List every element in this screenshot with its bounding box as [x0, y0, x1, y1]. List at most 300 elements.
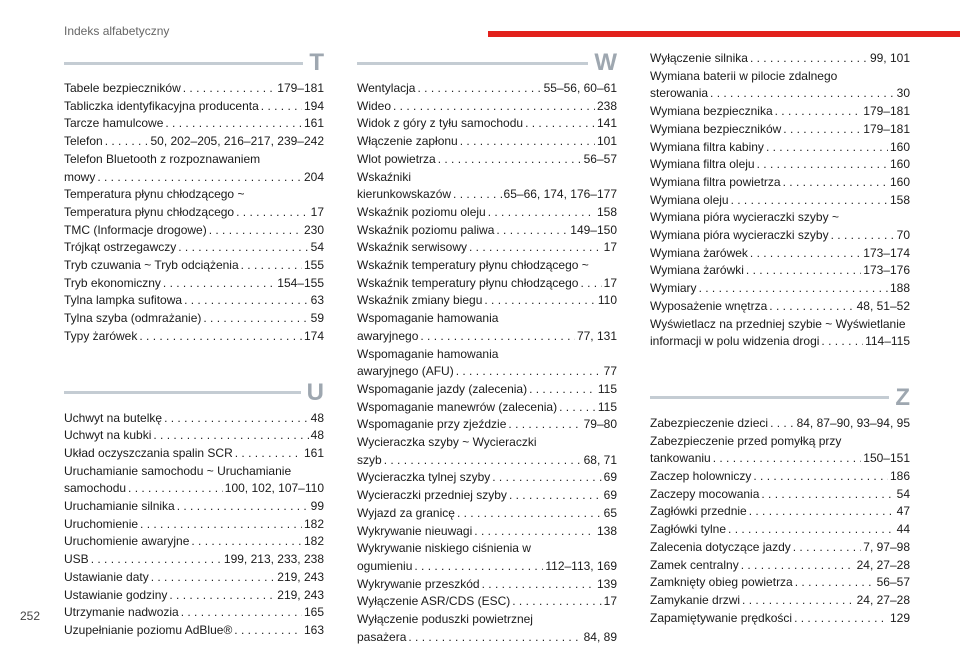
index-entry-pages: 114–115: [865, 334, 910, 349]
index-entry-line: [650, 298, 910, 316]
index-entry-text: Tabele bezpieczników: [64, 81, 181, 95]
index-entry-text: Wykrywanie nieuwagi: [357, 523, 473, 538]
index-entry: [650, 415, 910, 433]
index-entry: [650, 557, 910, 575]
index-entry-text: sterowania: [650, 86, 709, 101]
index-entry-line: [64, 204, 324, 222]
index-entry-text: Tylna szyba (odmrażanie): [64, 311, 202, 326]
index-entry-pages: 99, 101: [869, 51, 910, 65]
index-entry-line: [650, 174, 910, 192]
index-entry-pages: 158: [596, 204, 617, 219]
index-entry-pages: 101: [596, 134, 617, 149]
running-header-title: Indeks alfabetyczny: [64, 24, 170, 38]
index-entry-text: Wspomaganie manewrów (zalecenia): [357, 399, 558, 414]
index-entry-line: [650, 192, 910, 210]
index-entry: [357, 98, 617, 116]
dot-leader: [793, 539, 862, 557]
index-entry-lead-text: Wymiana pióra wycieraczki szyby ~: [650, 210, 839, 225]
index-entry: [357, 487, 617, 505]
dot-leader: [525, 115, 595, 133]
index-entry-text: Ustawianie godziny: [64, 587, 168, 602]
dot-leader: [183, 80, 276, 98]
index-entry-pages: 48, 51–52: [856, 298, 910, 313]
index-entry-text: Utrzymanie nadwozia: [64, 605, 179, 620]
dot-leader: [105, 133, 149, 151]
index-entry-line: [64, 622, 324, 640]
dot-leader: [488, 204, 595, 222]
index-entry-text: Zagłówki tylne: [650, 522, 727, 537]
index-entry: [650, 156, 910, 174]
index-entry: [357, 416, 617, 434]
dot-leader: [456, 363, 602, 381]
dot-leader: [753, 468, 888, 486]
index-entry-line: [650, 156, 910, 174]
index-entry-line: [650, 333, 910, 351]
index-entry: [357, 469, 617, 487]
index-entry-text: Wentylacja: [357, 81, 416, 95]
index-entry-line: [64, 480, 324, 498]
index-entry-line: [650, 557, 910, 575]
index-entry-text: mowy: [64, 169, 96, 184]
index-entry-line: [64, 516, 324, 534]
index-entry-text: Wymiana żarówek: [650, 245, 748, 260]
index-entry: [357, 346, 617, 381]
index-entry-pages: 160: [889, 139, 910, 154]
index-entry: [357, 80, 617, 98]
index-entry-pages: 139: [596, 576, 617, 591]
dot-leader: [509, 487, 602, 505]
index-entry: [650, 521, 910, 539]
index-entry: [650, 192, 910, 210]
dot-leader: [393, 98, 595, 116]
index-entry: [650, 103, 910, 121]
index-entry-pages: 17: [310, 204, 324, 219]
index-entry-line: [357, 469, 617, 487]
dot-leader: [414, 558, 543, 576]
index-entry-pages: 155: [303, 258, 324, 273]
index-entry-line: [357, 363, 617, 381]
dot-leader: [770, 415, 794, 433]
index-entry-line: [650, 592, 910, 610]
index-entry-line: [64, 115, 324, 133]
index-entry-text: Wyjazd za granicę: [357, 505, 455, 520]
index-entry: [357, 257, 617, 292]
dot-leader: [191, 533, 302, 551]
section-rule: [64, 391, 301, 394]
index-entry-lead-text: Wskaźnik temperatury płynu chłodzącego ~: [357, 258, 589, 273]
index-entry-line: [650, 468, 910, 486]
index-entry: [357, 239, 617, 257]
dot-leader: [165, 115, 302, 133]
index-entry: [650, 174, 910, 192]
index-entry-text: Uruchamianie silnika: [64, 499, 175, 514]
index-entry-lead-text: Zabezpieczenie przed pomyłką przy: [650, 433, 842, 448]
section-rule: [64, 62, 303, 65]
index-entry-pages: 48: [310, 410, 324, 425]
index-entry-pages: 161: [303, 445, 324, 460]
index-entry-pages: 56–57: [583, 151, 617, 166]
index-entry-pages: 163: [303, 622, 324, 637]
index-entry: [64, 516, 324, 534]
index-entry-line: [357, 222, 617, 240]
index-entry-text: ogumieniu: [357, 558, 413, 573]
index-entry-text: Wskaźnik poziomu paliwa: [357, 222, 495, 237]
dot-leader: [184, 292, 309, 310]
index-entry-line: [357, 558, 617, 576]
index-entry-pages: 99: [310, 499, 324, 514]
dot-leader: [728, 521, 895, 539]
index-entry-text: Uchwyt na butelkę: [64, 410, 163, 425]
dot-leader: [151, 569, 276, 587]
index-entry-line: [650, 103, 910, 121]
index-entry: [650, 592, 910, 610]
index-entry-text: awaryjnego: [357, 328, 419, 343]
index-entry-line: [357, 239, 617, 257]
dot-leader: [580, 275, 601, 293]
index-entry-pages: 59: [310, 311, 324, 326]
index-entry-line: [357, 275, 617, 293]
header-accent-bar: [488, 31, 960, 37]
index-entry: [357, 381, 617, 399]
index-entry-line: [64, 222, 324, 240]
index-entry: [650, 50, 910, 68]
index-entry: [357, 310, 617, 345]
index-entry-text: Wspomaganie przy zjeździe: [357, 417, 507, 432]
index-entry: [650, 68, 910, 103]
index-entry: [357, 133, 617, 151]
index-entry-pages: 161: [303, 116, 324, 131]
index-entry-lead-text: Wspomaganie hamowania: [357, 311, 499, 326]
index-entry-line: [64, 133, 324, 151]
index-entry-text: Zaczepy mocowania: [650, 486, 760, 501]
index-entry-text: Ustawianie daty: [64, 569, 149, 584]
dot-leader: [178, 239, 308, 257]
index-entry-pages: 158: [889, 192, 910, 207]
index-entry-line: [357, 115, 617, 133]
index-entry-text: Wyłączenie ASR/CDS (ESC): [357, 594, 511, 609]
index-entry-pages: 54: [896, 486, 910, 501]
dot-leader: [181, 604, 302, 622]
section-header-z: [650, 385, 910, 411]
section-letter: U: [306, 378, 324, 406]
index-entry-text: Tryb ekonomiczny: [64, 275, 161, 290]
dot-leader: [457, 505, 602, 523]
index-entry-text: Uzupełnianie poziomu AdBlue®: [64, 622, 233, 637]
index-entry-line: [64, 551, 324, 569]
section-header-w: [357, 50, 617, 76]
index-entry-line: [357, 381, 617, 399]
index-entry-text: kierunkowskazów: [357, 187, 452, 202]
index-entry-pages: 77: [603, 364, 617, 379]
index-entry-text: Zamknięty obieg powietrza: [650, 575, 793, 590]
index-entry-line: [357, 576, 617, 594]
index-entry-line: [357, 98, 617, 116]
index-entry-line: [64, 569, 324, 587]
index-entry: [64, 239, 324, 257]
dot-leader: [794, 610, 888, 628]
dot-leader: [177, 498, 309, 516]
index-entry-text: Wymiana bezpieczników: [650, 121, 782, 136]
index-entry: [64, 292, 324, 310]
index-entry-pages: 115: [597, 381, 617, 396]
section-letter: W: [594, 49, 617, 76]
index-entry-pages: 54: [310, 240, 324, 255]
index-entry: [357, 115, 617, 133]
dot-leader: [408, 629, 581, 647]
index-entry: [357, 593, 617, 611]
index-entry-pages: 238: [596, 98, 617, 113]
dot-leader: [750, 245, 861, 263]
index-entry-pages: 149–150: [570, 222, 617, 237]
index-entry-line: [650, 521, 910, 539]
index-entry-line: [650, 503, 910, 521]
index-entry: [64, 622, 324, 640]
index-entry-text: Zalecenia dotyczące jazdy: [650, 539, 791, 554]
index-entry-pages: 194: [303, 98, 324, 113]
index-column-3: [650, 50, 910, 627]
index-entry-line: [650, 450, 910, 468]
index-entry: [357, 222, 617, 240]
index-entry-lead-text: Wyświetlacz na przedniej szybie ~ Wyświetlanie: [650, 316, 906, 331]
index-entry-text: Układ oczyszczania spalin SCR: [64, 445, 233, 460]
index-entry-text: Wyposażenie wnętrza: [650, 298, 768, 313]
dot-leader: [529, 381, 596, 399]
index-entry-pages: 129: [889, 610, 910, 625]
index-entry: [650, 468, 910, 486]
dot-leader: [713, 450, 862, 468]
index-entry-pages: 17: [603, 594, 617, 609]
dot-leader: [241, 257, 302, 275]
index-entry-pages: 24, 27–28: [856, 557, 910, 572]
index-entry-text: Wyłączenie silnika: [650, 51, 748, 65]
index-entry-text: Wskaźnik poziomu oleju: [357, 204, 486, 219]
dot-leader: [710, 85, 895, 103]
index-entry: [64, 569, 324, 587]
index-entry-lead-text: Wykrywanie niskiego ciśnienia w: [357, 541, 531, 556]
index-entry-line: [650, 486, 910, 504]
index-entry-text: Tryb czuwania ~ Tryb odciążenia: [64, 258, 239, 273]
index-entry-pages: 138: [596, 523, 617, 538]
index-entry: [64, 222, 324, 240]
index-entry-pages: 7, 97–98: [863, 539, 910, 554]
index-entry-pages: 115: [597, 399, 617, 414]
index-entry-line: [650, 85, 910, 103]
index-entry-pages: 204: [303, 169, 324, 184]
index-entry: [64, 310, 324, 328]
index-entry-line: [357, 629, 617, 647]
index-entry-line: [650, 227, 910, 245]
index-entry-pages: 100, 102, 107–110: [224, 481, 324, 496]
index-entry-text: Wymiary: [650, 281, 697, 296]
dot-leader: [831, 227, 895, 245]
index-entry: [64, 604, 324, 622]
index-entry-line: [357, 80, 617, 98]
index-entry-text: Wymiana filtra powietrza: [650, 174, 781, 189]
index-entry-text: Zamek centralny: [650, 557, 739, 572]
index-entry-pages: 219, 243: [277, 587, 324, 602]
dot-leader: [128, 480, 223, 498]
index-entry-text: Uchwyt na kubki: [64, 428, 152, 443]
index-entry-pages: 160: [889, 157, 910, 172]
section-letter: Z: [895, 383, 910, 411]
index-entry-pages: 182: [303, 516, 324, 531]
dot-leader: [469, 239, 602, 257]
dot-leader: [769, 298, 854, 316]
index-entry-line: [64, 239, 324, 257]
index-entry-line: [650, 415, 910, 433]
index-entry-lead-text: Telefon Bluetooth z rozpoznawaniem: [64, 151, 261, 166]
index-entry-text: Zapamiętywanie prędkości: [650, 610, 793, 625]
index-entry-text: USB: [64, 552, 89, 567]
index-entry: [650, 539, 910, 557]
section-header-t: [64, 50, 324, 76]
index-entry-text: Wymiana żarówki: [650, 263, 744, 278]
index-entry-lead-text: Uruchamianie samochodu ~ Uruchamianie: [64, 463, 292, 478]
index-entry-pages: 24, 27–28: [856, 592, 910, 607]
index-entry: [64, 445, 324, 463]
index-entry-text: TMC (Informacje drogowe): [64, 222, 207, 237]
index-entry: [64, 498, 324, 516]
index-entry-pages: 69: [603, 488, 617, 503]
index-entry: [357, 611, 617, 646]
index-entry: [357, 204, 617, 222]
dot-leader: [163, 275, 275, 293]
index-entry-text: Trójkąt ostrzegawczy: [64, 240, 177, 255]
section-header-u: [64, 380, 324, 406]
index-entry-line: [357, 487, 617, 505]
index-entry: [64, 463, 324, 498]
index-entry-line: [650, 610, 910, 628]
index-entry-lead-text: Wskaźniki: [357, 169, 412, 184]
index-entry-pages: 173–176: [863, 263, 910, 278]
index-entry: [64, 551, 324, 569]
index-entries: [650, 50, 910, 351]
dot-leader: [496, 222, 568, 240]
index-entry-text: Temperatura płynu chłodzącego: [64, 204, 235, 219]
index-entries: [357, 80, 617, 647]
index-entry-text: Wycieraczka tylnej szyby: [357, 470, 491, 485]
index-entry: [64, 533, 324, 551]
index-entry-line: [650, 280, 910, 298]
index-entry: [357, 151, 617, 169]
index-entries: [64, 80, 324, 346]
dot-leader: [757, 156, 888, 174]
dot-leader: [783, 121, 861, 139]
index-entry-line: [357, 204, 617, 222]
index-entry-text: Zamykanie drzwi: [650, 592, 741, 607]
index-entry: [650, 574, 910, 592]
index-entry-line: [64, 310, 324, 328]
dot-leader: [438, 151, 582, 169]
index-entry-lead-text: Wymiana baterii w pilocie zdalnego: [650, 68, 838, 83]
dot-leader: [234, 622, 302, 640]
dot-leader: [699, 280, 888, 298]
index-entry-pages: 84, 87–90, 93–94, 95: [796, 415, 910, 430]
index-entry: [650, 503, 910, 521]
index-entry-line: [357, 151, 617, 169]
index-entry-pages: 160: [889, 174, 910, 189]
dot-leader: [235, 445, 302, 463]
index-entry-line: [64, 604, 324, 622]
index-entry-line: [64, 498, 324, 516]
dot-leader: [203, 310, 308, 328]
dot-leader: [384, 452, 582, 470]
index-entry-pages: 84, 89: [583, 629, 617, 644]
index-entry-text: Tabliczka identyfikacyjna producenta: [64, 98, 259, 113]
index-entry-lead-text: Wspomaganie hamowania: [357, 346, 499, 361]
index-entry-line: [64, 410, 324, 428]
index-entry: [64, 133, 324, 151]
index-entry-pages: 186: [889, 469, 910, 484]
index-entry-line: [357, 399, 617, 417]
dot-leader: [484, 292, 595, 310]
index-entry-text: Wykrywanie przeszkód: [357, 576, 480, 591]
index-entry-pages: 188: [889, 281, 910, 296]
index-entry: [650, 280, 910, 298]
index-entry: [650, 433, 910, 468]
index-entry-text: Wskaźnik temperatury płynu chłodzącego: [357, 275, 579, 290]
index-entry-pages: 165: [303, 605, 324, 620]
index-entry: [357, 523, 617, 541]
index-entry: [357, 576, 617, 594]
index-entry: [64, 427, 324, 445]
index-entry: [64, 587, 324, 605]
section-rule: [650, 396, 889, 399]
index-entry: [650, 316, 910, 351]
index-entry-pages: 30: [896, 86, 910, 101]
index-entry-text: Tylna lampka sufitowa: [64, 293, 183, 308]
index-entry-line: [650, 245, 910, 263]
index-entry-pages: 174: [303, 328, 324, 343]
dot-leader: [508, 416, 581, 434]
index-entry-text: Wymiana filtra kabiny: [650, 139, 764, 154]
index-entry: [357, 399, 617, 417]
index-entry-pages: 179–181: [277, 81, 324, 95]
section-letter: T: [309, 49, 324, 76]
index-entry-text: pasażera: [357, 629, 407, 644]
dot-leader: [821, 333, 863, 351]
index-entry-pages: 154–155: [277, 275, 324, 290]
index-entry-pages: 17: [603, 240, 617, 255]
index-entry-line: [64, 445, 324, 463]
dot-leader: [749, 503, 895, 521]
dot-leader: [236, 204, 309, 222]
index-entry: [64, 151, 324, 186]
index-entry-line: [357, 416, 617, 434]
index-entry-line: [64, 257, 324, 275]
dot-leader: [775, 103, 862, 121]
index-entry: [357, 292, 617, 310]
index-entry: [650, 209, 910, 244]
dot-leader: [261, 98, 302, 116]
dot-leader: [140, 516, 302, 534]
dot-leader: [453, 186, 502, 204]
index-entry-text: Wycieraczki przedniej szyby: [357, 488, 507, 503]
index-column-1: [64, 50, 324, 640]
index-entry-text: Wymiana filtra oleju: [650, 157, 755, 172]
index-entry-pages: 56–57: [876, 575, 910, 590]
index-entry: [64, 115, 324, 133]
index-entry: [64, 98, 324, 116]
index-entry-text: Wlot powietrza: [357, 151, 436, 166]
index-entry-text: Wskaźnik zmiany biegu: [357, 293, 483, 308]
index-entry-line: [64, 275, 324, 293]
dot-leader: [209, 222, 302, 240]
index-entry-line: [64, 98, 324, 116]
index-entry-pages: 79–80: [583, 417, 617, 432]
index-entry: [650, 121, 910, 139]
index-entry-pages: 112–113, 169: [545, 558, 617, 573]
